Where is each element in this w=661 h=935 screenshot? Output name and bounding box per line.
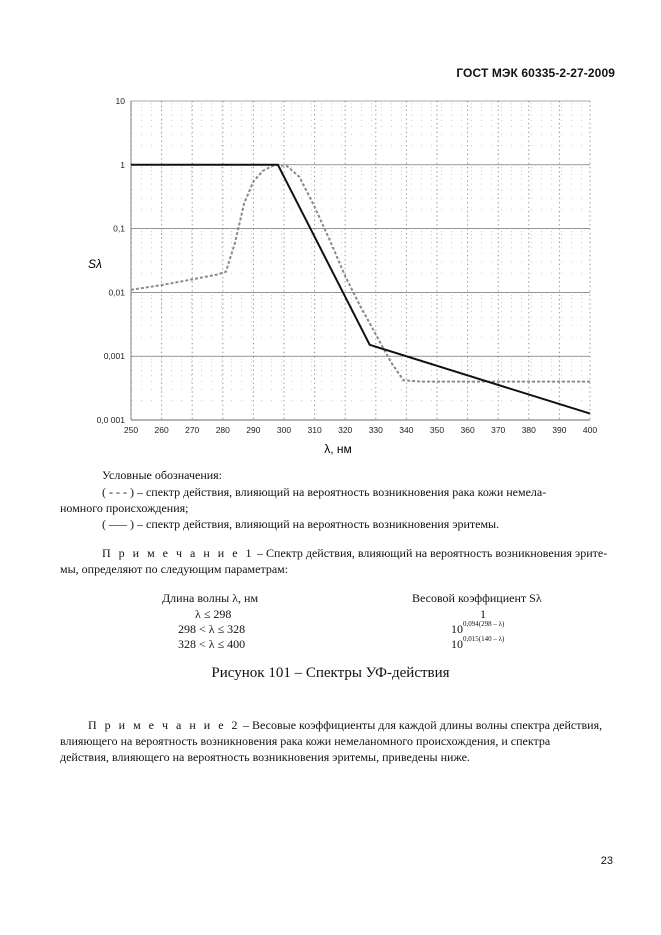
y-tick-label: 0,01	[108, 287, 125, 298]
x-tick-label: 320	[338, 425, 353, 435]
table-header-wavelength: Длина волны λ, нм	[162, 591, 259, 605]
x-tick-label: 390	[552, 425, 567, 435]
table-header-weight: Весовой коэффициент Sλ	[412, 591, 542, 605]
x-tick-label: 270	[185, 425, 200, 435]
table-row-3-range: 328 < λ ≤ 400	[178, 637, 246, 651]
y-tick-label: 0,0 001	[96, 415, 125, 425]
x-tick-label: 340	[399, 425, 414, 435]
note-1-text: – Спектр действия, влияющий на вероятность возникновения эрите-	[254, 546, 608, 560]
table-row-3-weight: $10^{0,015(140 - \lambda)}$	[451, 635, 505, 651]
y-tick-label: 0,001	[103, 351, 125, 362]
x-tick-label: 350	[429, 425, 445, 435]
figure-caption: Рисунок 101 – Спектры УФ-действия	[211, 665, 450, 681]
note-2-line-1	[88, 717, 602, 733]
note-2-line-3: действия, влияющего на вероятность возникновения эритемы, приведены ниже.	[60, 750, 470, 764]
y-tick-label: 10	[115, 96, 125, 106]
x-tick-label: 360	[460, 425, 475, 435]
note-1-label: П р и м е ч а н и е 1	[102, 546, 255, 560]
x-tick-label: 380	[521, 425, 536, 435]
legend-dashed-line-2: номного происхождения;	[60, 501, 189, 515]
legend-title: Условные обозначения:	[102, 468, 223, 482]
y-tick-label: 0,1	[113, 223, 125, 234]
y-axis-label: Sλ	[88, 257, 102, 271]
solid-series-line	[131, 165, 590, 414]
x-tick-label: 290	[246, 425, 261, 435]
x-tick-label: 370	[491, 425, 506, 435]
note-2-label: П р и м е ч а н и е 2	[88, 718, 241, 732]
x-tick-label: 250	[123, 425, 139, 435]
x-tick-label: 400	[582, 425, 598, 435]
chart-tick-labels	[97, 96, 598, 435]
note-2-text: – Весовые коэффициенты для каждой длины волны спектра действия,	[240, 718, 603, 732]
y-tick-label: 1	[120, 159, 125, 170]
note-1-line-2: мы, определяют по следующим параметрам:	[60, 562, 289, 576]
x-axis-label: λ, нм	[324, 442, 352, 456]
page-number: 23	[600, 855, 613, 867]
chart-series	[131, 165, 590, 414]
note-1-line-1	[102, 545, 607, 561]
x-tick-label: 300	[276, 425, 292, 435]
legend-solid-line: ( ––– ) – спектр действия, влияющий на вероятность возникновения эритемы.	[102, 517, 500, 531]
x-tick-label: 280	[215, 425, 230, 435]
x-tick-label: 310	[307, 425, 322, 435]
document-code-header: ГОСТ МЭК 60335-2-27-2009	[456, 66, 615, 80]
table-row-3-exponent: 0,015(140 – λ)	[463, 635, 505, 643]
x-tick-label: 260	[154, 425, 169, 435]
table-row-1-range: λ ≤ 298	[195, 607, 232, 621]
table-row-2-range: 298 < λ ≤ 328	[178, 622, 246, 636]
x-tick-label: 330	[368, 425, 383, 435]
table-row-1-weight: 1	[480, 607, 486, 621]
chart-grid	[131, 101, 590, 420]
table-row-2-weight: $10^{0,094(298 - \lambda)}$	[451, 620, 505, 636]
note-2-line-2: влияющего на вероятность возникновения рака кожи немеланомного происхождения, и спектра	[60, 734, 551, 748]
table-row-2-exponent: 0,094(298 – λ)	[463, 620, 505, 628]
legend-dashed-line-1: ( - - - ) – спектр действия, влияющий на вероятность возникновения рака кожи немела-	[102, 485, 547, 499]
